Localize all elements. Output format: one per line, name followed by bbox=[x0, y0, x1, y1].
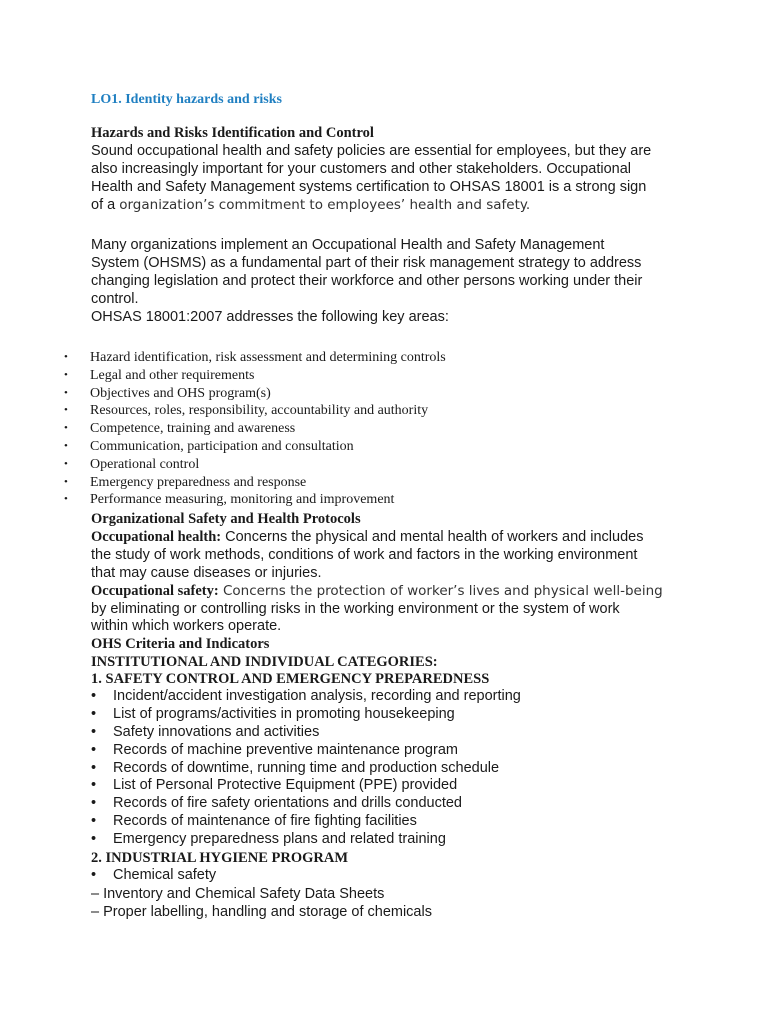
section-title-protocols: Organizational Safety and Health Protocols bbox=[91, 511, 361, 527]
bullet-icon: • bbox=[91, 759, 97, 776]
list-item-label: List of programs/activities in promoting housekeeping bbox=[113, 705, 455, 722]
list-item-label: Incident/accident investigation analysis, recording and reporting bbox=[113, 688, 521, 704]
paragraph-fragment: organization’s commitment to employees’ health and safety. bbox=[119, 197, 531, 213]
list-item bbox=[64, 385, 446, 403]
list-item-label: Objectives and OHS program(s) bbox=[90, 385, 271, 401]
paragraph-line: also increasingly important for your customers and other stakeholders. Occupational bbox=[91, 161, 631, 177]
list-item-label: Emergency preparedness plans and related training bbox=[113, 831, 446, 848]
list-item-label: Records of fire safety orientations and drills conducted bbox=[113, 795, 462, 812]
list-item bbox=[91, 867, 216, 885]
list-item-label: Operational control bbox=[90, 456, 200, 472]
categories-title: INSTITUTIONAL AND INDIVIDUAL CATEGORIES: bbox=[91, 654, 438, 670]
list-item-label: Legal and other requirements bbox=[90, 367, 255, 383]
list-item bbox=[91, 688, 521, 706]
bullet-icon: • bbox=[91, 831, 97, 848]
bullet-icon: • bbox=[64, 439, 68, 452]
paragraph-line bbox=[91, 582, 663, 600]
list-item bbox=[64, 438, 446, 456]
paragraph-fragment: Concerns the physical and mental health of workers and includes bbox=[221, 529, 644, 545]
paragraph-line: System (OHSMS) as a fundamental part of their risk management strategy to address bbox=[91, 255, 642, 271]
paragraph-line: that may cause diseases or injuries. bbox=[91, 565, 322, 581]
list-item bbox=[64, 402, 446, 420]
term-label: Occupational safety: bbox=[91, 583, 219, 599]
list-item bbox=[91, 795, 521, 813]
paragraph-line: the study of work methods, conditions of work and factors in the working environment bbox=[91, 547, 638, 563]
term-label: Occupational health: bbox=[91, 529, 222, 545]
list-item-label: Hazard identification, risk assessment and determining controls bbox=[90, 350, 446, 365]
paragraph-fragment: of a bbox=[91, 197, 120, 213]
paragraph-line: by eliminating or controlling risks in the working environment or the system of work bbox=[91, 601, 620, 617]
list-item bbox=[91, 724, 521, 742]
bullet-icon: • bbox=[64, 422, 68, 435]
list-item bbox=[91, 706, 521, 724]
bullet-icon: • bbox=[64, 493, 68, 506]
paragraph-line: control. bbox=[91, 291, 139, 307]
list-item bbox=[91, 831, 521, 849]
learning-outcome-heading: LO1. Identity hazards and risks bbox=[91, 92, 282, 107]
paragraph-line: changing legislation and protect their workforce and other persons working under their bbox=[91, 273, 643, 289]
section-title-hazards: Hazards and Risks Identification and Control bbox=[91, 125, 374, 141]
bullet-icon: • bbox=[64, 475, 68, 488]
category-1-title: 1. SAFETY CONTROL AND EMERGENCY PREPAREDNESS bbox=[91, 671, 490, 687]
bullet-icon: • bbox=[91, 723, 97, 740]
paragraph-line: Sound occupational health and safety policies are essential for employees, but they are bbox=[91, 143, 652, 159]
list-item-label: Emergency preparedness and response bbox=[90, 474, 307, 490]
list-item-label: Performance measuring, monitoring and improvement bbox=[90, 492, 395, 508]
bullet-icon: • bbox=[91, 795, 97, 812]
paragraph-fragment: Concerns the protection of worker’s lives and physical well-being bbox=[218, 583, 663, 599]
list-item bbox=[91, 813, 521, 831]
bullet-icon: • bbox=[64, 386, 68, 399]
paragraph-line: Many organizations implement an Occupational Health and Safety Management bbox=[91, 237, 605, 253]
list-item bbox=[91, 742, 521, 760]
paragraph-line: OHSAS 18001:2007 addresses the following key areas: bbox=[91, 309, 449, 325]
bullet-icon: • bbox=[91, 867, 97, 883]
list-item bbox=[64, 349, 446, 367]
paragraph-line bbox=[91, 196, 530, 214]
bullet-icon: • bbox=[64, 368, 68, 381]
bullet-icon: • bbox=[91, 741, 97, 758]
list-item-label: Communication, participation and consultation bbox=[90, 438, 354, 454]
section-title-criteria: OHS Criteria and Indicators bbox=[91, 636, 270, 652]
list-item-label: Competence, training and awareness bbox=[90, 421, 296, 437]
list-item-label: Records of maintenance of fire fighting facilities bbox=[113, 813, 417, 830]
list-item bbox=[91, 777, 521, 795]
list-item bbox=[64, 456, 446, 474]
sub-list-item: – Proper labelling, handling and storage of chemicals bbox=[91, 904, 432, 920]
bullet-icon: • bbox=[91, 705, 97, 722]
sub-list-item: – Inventory and Chemical Safety Data Sheets bbox=[91, 886, 385, 902]
category-2-list bbox=[91, 867, 216, 885]
list-item bbox=[64, 420, 446, 438]
list-item bbox=[64, 491, 446, 509]
bullet-icon: • bbox=[91, 813, 97, 830]
bullet-icon: • bbox=[64, 404, 68, 417]
key-areas-list bbox=[64, 349, 446, 509]
category-2-title: 2. INDUSTRIAL HYGIENE PROGRAM bbox=[91, 850, 348, 866]
list-item-label: Resources, roles, responsibility, accountability and authority bbox=[90, 403, 429, 419]
bullet-icon: • bbox=[64, 351, 68, 363]
list-item-label: Safety innovations and activities bbox=[113, 723, 320, 740]
bullet-icon: • bbox=[91, 688, 97, 704]
list-item-label: Records of machine preventive maintenance program bbox=[113, 741, 458, 758]
list-item-label: Chemical safety bbox=[113, 867, 217, 883]
list-item bbox=[64, 474, 446, 492]
list-item bbox=[91, 760, 521, 778]
bullet-icon: • bbox=[64, 457, 68, 470]
list-item-label: List of Personal Protective Equipment (PPE) provided bbox=[113, 777, 458, 794]
paragraph-line bbox=[91, 528, 643, 546]
list-item-label: Records of downtime, running time and production schedule bbox=[113, 759, 500, 776]
category-1-list bbox=[91, 688, 521, 849]
bullet-icon: • bbox=[91, 777, 97, 794]
paragraph-line: Health and Safety Management systems certification to OHSAS 18001 is a strong sign bbox=[91, 179, 647, 195]
list-item bbox=[64, 367, 446, 385]
paragraph-line: within which workers operate. bbox=[91, 618, 282, 634]
